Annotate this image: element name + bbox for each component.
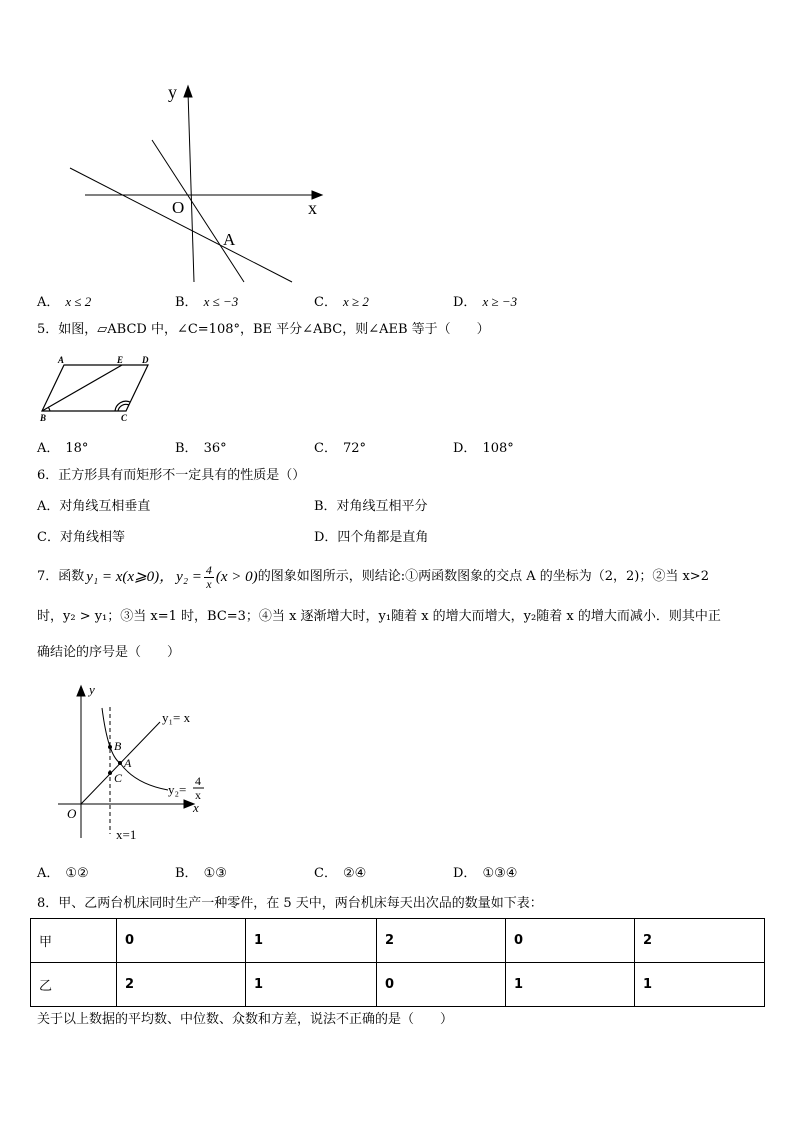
q5-option-d[interactable]: D． 108° <box>453 441 514 456</box>
q5-stem: 5．如图，▱ABCD 中，∠C=108°，BE 平分∠ABC，则∠AEB 等于（ ） <box>37 322 490 337</box>
q7-option-c[interactable]: C． ②④ <box>314 866 367 881</box>
q8-stem: 8．甲、乙两台机床同时生产一种零件，在 5 天中，两台机床每天出次品的数量如下表： <box>37 896 543 911</box>
table-row <box>31 919 765 963</box>
q7-line3: 确结论的序号是（ ） <box>37 645 181 660</box>
table-cell: 2 <box>377 919 506 963</box>
fig7-o: O <box>67 806 77 821</box>
fig7-y: y <box>89 682 95 697</box>
table-cell: 1 <box>246 963 377 1007</box>
fig5-a: A <box>58 355 65 365</box>
segment-be <box>42 365 122 411</box>
fig7-y1-label: y₁= x <box>162 710 191 725</box>
q6-option-d[interactable]: D．四个角都是直角 <box>314 530 429 545</box>
fig7-y2-num: 4 <box>195 774 201 788</box>
point-a-label: A <box>223 230 236 249</box>
point-c <box>108 771 112 775</box>
fig7-x: x <box>193 800 199 815</box>
table-row <box>31 963 765 1007</box>
point-a <box>118 761 122 765</box>
q8-after: 关于以上数据的平均数、中位数、众数和方差，说法不正确的是（ ） <box>37 1012 454 1027</box>
fig5-e: E <box>117 355 124 365</box>
origin-label: O <box>172 198 185 217</box>
line-steep <box>152 140 244 282</box>
q6-stem: 6．正方形具有而矩形不一定具有的性质是（） <box>37 468 306 483</box>
table-cell: 乙 <box>31 963 117 1007</box>
fig5-d: D <box>142 355 149 365</box>
table-cell: 0 <box>506 919 635 963</box>
angle-b-mark <box>48 407 50 411</box>
fig7-y2-label: y₂= <box>168 782 187 797</box>
q5-option-a[interactable]: A． 18° <box>37 441 89 456</box>
fig5-b: B <box>40 413 47 423</box>
fig7-c: C <box>114 771 123 785</box>
q6-option-c[interactable]: C．对角线相等 <box>37 530 125 545</box>
table-cell: 2 <box>635 919 765 963</box>
q8-table <box>30 918 765 1007</box>
fig7-x1-label: x=1 <box>116 827 137 842</box>
q4-option-c[interactable]: C． x ≥ 2 <box>314 294 369 310</box>
y-label: y <box>168 82 177 102</box>
table-cell: 甲 <box>31 919 117 963</box>
figure-functions <box>50 680 220 845</box>
q7-line2: 时，y₂ > y₁；③当 x=1 时，BC=3；④当 x 逐渐增大时，y₁随着 x 的增大而增大，y₂随着 x 的增大而减小．则其中正 <box>37 609 721 624</box>
table-cell: 0 <box>377 963 506 1007</box>
point-b <box>108 745 112 749</box>
q7-option-d[interactable]: D． ①③④ <box>453 866 518 881</box>
fig5-c: C <box>121 413 128 423</box>
table-cell: 1 <box>506 963 635 1007</box>
fig7-b: B <box>114 739 122 753</box>
q7-line1: 7．函数 y₁ = x(x⩾0)， y₂ = $\frac{4}{x}$ (x > 0) 的图象如图所示，则结论:①两函数图象的交点 A 的坐标为（2，2)；②当 x>2 <box>37 562 709 591</box>
y-axis-arrow <box>77 686 85 696</box>
curve-y2 <box>102 708 168 790</box>
fig7-a: A <box>124 756 132 770</box>
y-axis-arrow <box>184 86 192 97</box>
fig7-y2-den: x <box>195 788 201 802</box>
q5-option-b[interactable]: B． 36° <box>175 441 227 456</box>
q7-option-b[interactable]: B． ①③ <box>175 866 227 881</box>
table-cell: 1 <box>635 963 765 1007</box>
table-cell: 2 <box>117 963 246 1007</box>
q6-option-a[interactable]: A．对角线互相垂直 <box>37 499 151 514</box>
q7-frac-den: x <box>206 576 212 591</box>
table-cell: 1 <box>246 919 377 963</box>
y-axis <box>188 92 194 282</box>
q4-option-d[interactable]: D． x ≥ −3 <box>453 294 518 310</box>
table-cell: 0 <box>117 919 246 963</box>
q7-frac-num: 4 <box>205 562 212 577</box>
q6-option-b[interactable]: B．对角线互相平分 <box>314 499 428 514</box>
x-label: x <box>308 198 317 218</box>
q4-option-b[interactable]: B． x ≤ −3 <box>175 294 239 310</box>
q7-option-a[interactable]: A． ①② <box>37 866 89 881</box>
q4-option-a[interactable]: A． x ≤ 2 <box>37 294 92 310</box>
parallelogram-abcd <box>42 365 148 411</box>
figure-two-lines <box>60 78 340 288</box>
q5-option-c[interactable]: C． 72° <box>314 441 366 456</box>
figure-parallelogram <box>38 355 158 423</box>
